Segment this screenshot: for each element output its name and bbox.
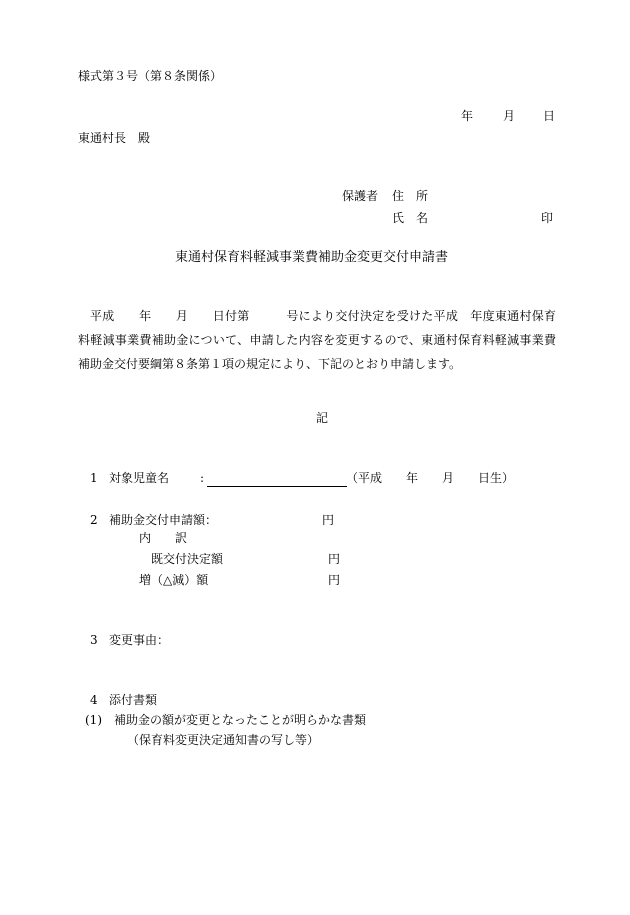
child-name-underline [207, 486, 347, 487]
item-4-label: 添付書類 [109, 693, 158, 707]
already-decided-label: 既交付決定額 [151, 552, 224, 566]
body-paragraph: 平成 年 月 日付第 号により交付決定を受けた平成 年度東通村保育料軽減事業費補助金について、申請した内容を変更するので、東通村保育料軽減事業費補助金交付要綱第８条第１項の規定により、下記のとおり申請します。 [78, 309, 556, 371]
change-amount-unit: 円 [328, 573, 341, 587]
item-1-number: 1 [90, 471, 98, 485]
already-decided-unit: 円 [328, 552, 341, 566]
item-1-label: 対象児童名 [109, 471, 170, 485]
item-3-label: 変更事由： [109, 633, 170, 647]
addressee: 東通村長 殿 [78, 131, 151, 145]
date-day: 日 [543, 109, 556, 123]
address-label: 住 所 [392, 189, 429, 203]
name-label: 氏 名 [392, 211, 429, 225]
ki-heading: 記 [316, 411, 329, 425]
attachment-item-1-note: （保育料変更決定通知書の写し等） [127, 733, 320, 747]
guardian-label: 保護者 [342, 189, 379, 203]
item-4-number: 4 [90, 693, 98, 707]
date-month: 月 [503, 109, 516, 123]
document-title: 東通村保育料軽減事業費補助金変更交付申請書 [175, 250, 449, 265]
item-1-colon: : [200, 471, 205, 485]
item-3-number: 3 [90, 633, 98, 647]
form-number: 様式第３号（第８条関係） [78, 69, 223, 83]
item-2-number: 2 [90, 513, 98, 527]
breakdown-label: 内 訳 [139, 531, 188, 545]
item-2-label: 補助金交付申請額： [109, 513, 218, 527]
change-amount-label: 増（△減）額 [139, 573, 209, 587]
seal-mark: 印 [541, 211, 554, 225]
attachment-item-1: (1) 補助金の額が変更となったことが明らかな書類 [85, 713, 367, 727]
item-1-birth: （平成 年 月 日生） [346, 471, 515, 485]
item-2-unit: 円 [322, 513, 335, 527]
date-year: 年 [461, 109, 474, 123]
